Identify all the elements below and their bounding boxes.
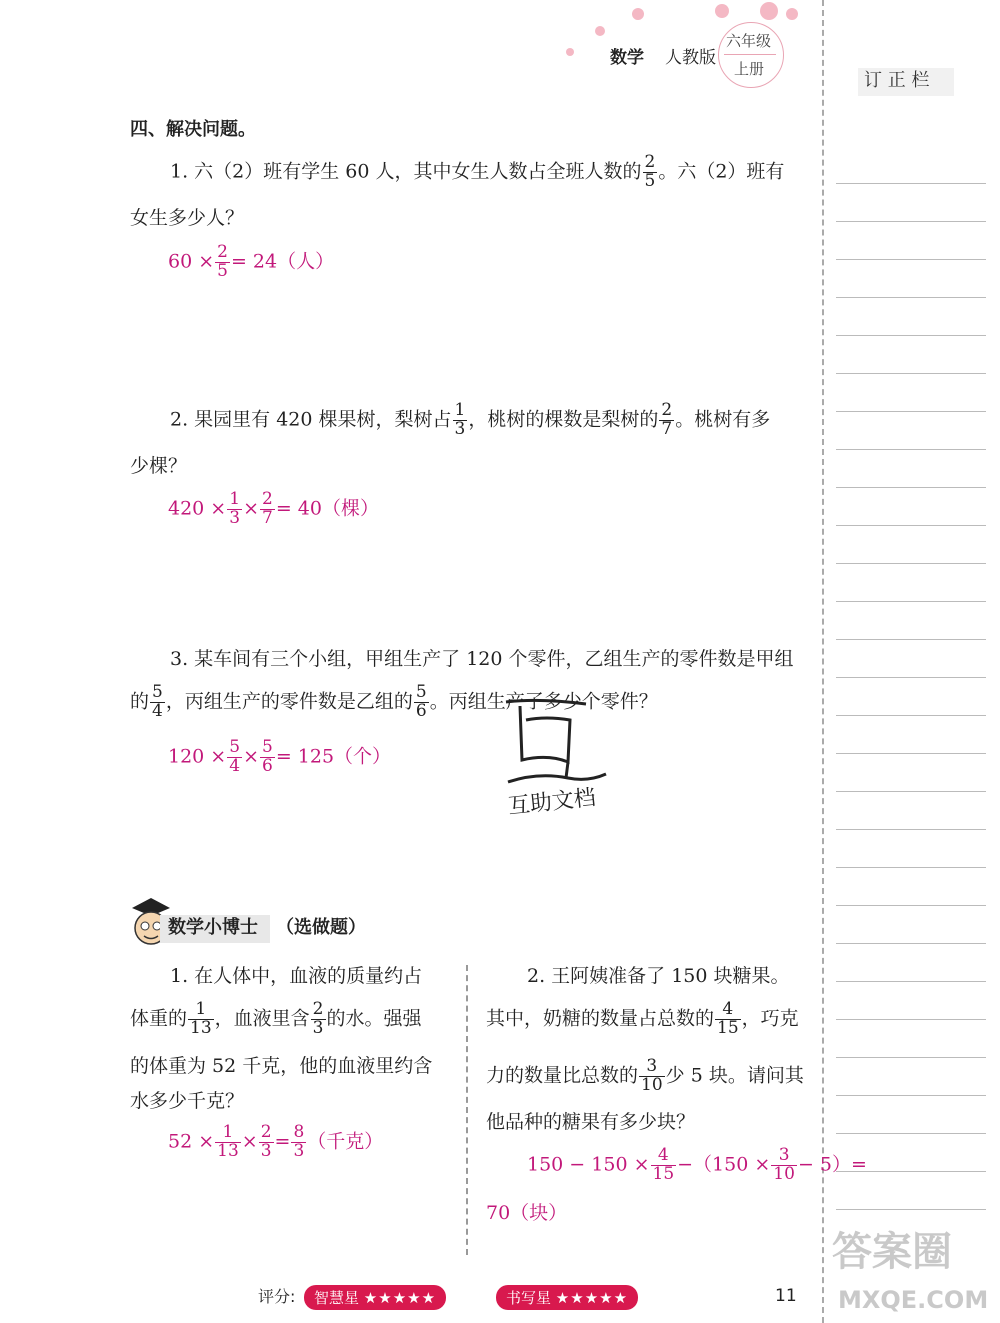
score-label: 评分: bbox=[258, 1287, 296, 1306]
problem-text: 。桃树有多 bbox=[675, 408, 771, 431]
margin-rule-line bbox=[836, 943, 986, 944]
bonus-left-line-1: 1. 在人体中，血液的质量约占 bbox=[170, 965, 423, 987]
fraction bbox=[311, 1001, 326, 1038]
site-url: MXQE.COM bbox=[838, 1286, 989, 1314]
margin-rule-line bbox=[836, 1133, 986, 1134]
site-logo: 答案圈 bbox=[832, 1229, 952, 1275]
bonus-left-line-3: 的体重为 52 千克，他的血液里约含 bbox=[130, 1055, 433, 1077]
problem-text: 的 bbox=[130, 690, 150, 713]
problem-text: 。丙组生产了多少个零件？ bbox=[429, 690, 658, 713]
numerator: 5 bbox=[152, 682, 163, 702]
section-title: 四、解决问题。 bbox=[130, 119, 256, 140]
bonus-right-answer bbox=[527, 1147, 867, 1184]
problem-2-line-2: 少棵？ bbox=[130, 455, 188, 477]
answer-text: −（150 × bbox=[677, 1153, 771, 1176]
margin-rule-line bbox=[836, 487, 986, 488]
numerator: 4 bbox=[715, 1001, 741, 1020]
answer-text: × bbox=[243, 497, 259, 520]
problem-text: 力的数量比总数的 bbox=[486, 1064, 639, 1087]
numerator: 4 bbox=[651, 1147, 677, 1166]
fraction bbox=[215, 1124, 241, 1161]
fraction bbox=[260, 739, 275, 776]
star-rating-icon: ★★★★★ bbox=[555, 1289, 629, 1307]
margin-rule-line bbox=[836, 1057, 986, 1058]
margin-rule-line bbox=[836, 829, 986, 830]
denominator: 7 bbox=[261, 507, 273, 528]
denominator: 3 bbox=[293, 1140, 305, 1161]
numerator: 1 bbox=[215, 1124, 241, 1143]
margin-rule-line bbox=[836, 981, 986, 982]
numerator: 1 bbox=[229, 489, 241, 509]
margin-rule-line bbox=[836, 335, 986, 336]
problem-text: ，巧克 bbox=[741, 1007, 799, 1030]
margin-rule-line bbox=[836, 183, 986, 184]
denominator: 3 bbox=[454, 418, 466, 439]
grade-divider bbox=[724, 54, 776, 55]
decor-dot bbox=[566, 48, 574, 56]
decor-dot bbox=[786, 8, 798, 20]
fraction bbox=[188, 1001, 214, 1038]
problem-text: 体重的 bbox=[130, 1007, 188, 1030]
margin-rule-line bbox=[836, 905, 986, 906]
decor-dot bbox=[595, 26, 605, 36]
problem-text: ，血液里含 bbox=[214, 1007, 310, 1030]
bonus-right-answer-line-2: 70（块） bbox=[486, 1202, 568, 1224]
margin-rule-line bbox=[836, 411, 986, 412]
answer-text: 120 × bbox=[168, 745, 227, 768]
watermark-text: 互助文档 bbox=[506, 785, 598, 820]
problem-1-line-2: 女生多少人？ bbox=[130, 207, 245, 229]
margin-rule-line bbox=[836, 677, 986, 678]
margin-rule-line bbox=[836, 1095, 986, 1096]
fraction bbox=[227, 739, 242, 776]
numerator: 2 bbox=[260, 1122, 272, 1142]
problem-3-answer bbox=[168, 739, 391, 776]
bonus-column-divider bbox=[466, 965, 468, 1255]
problem-text: ，丙组生产的零件数是乙组的 bbox=[165, 690, 413, 713]
numerator: 5 bbox=[261, 737, 273, 757]
denominator: 10 bbox=[773, 1163, 795, 1184]
problem-text: 2. 果园里有 420 棵果树，梨树占 bbox=[170, 408, 452, 431]
problem-text: 的水。强强 bbox=[326, 1007, 422, 1030]
bonus-right-line-4: 他品种的糖果有多少块？ bbox=[486, 1111, 696, 1133]
bonus-left-answer bbox=[168, 1124, 383, 1161]
numerator: 3 bbox=[771, 1147, 797, 1166]
denominator: 15 bbox=[652, 1163, 675, 1184]
numerator: 1 bbox=[188, 1001, 214, 1020]
fraction bbox=[453, 402, 468, 439]
decor-dot bbox=[760, 2, 778, 20]
header-edition: 人教版 bbox=[665, 48, 716, 68]
denominator: 4 bbox=[152, 700, 163, 721]
margin-rule-line bbox=[836, 1019, 986, 1020]
problem-2-line-1 bbox=[170, 402, 770, 439]
numerator: 2 bbox=[644, 152, 656, 172]
numerator: 1 bbox=[454, 400, 466, 420]
badge-label: 书写星 bbox=[506, 1289, 552, 1307]
problem-text: 少 5 块。请问其 bbox=[665, 1064, 804, 1087]
margin-rule-line bbox=[836, 1209, 986, 1210]
margin-rule-line bbox=[836, 867, 986, 868]
answer-text: 52 × bbox=[168, 1130, 215, 1153]
header-subject: 数学 bbox=[610, 48, 644, 68]
header-grade: 六年级 bbox=[726, 32, 772, 50]
fraction bbox=[771, 1147, 797, 1184]
margin-rule-line bbox=[836, 297, 986, 298]
bonus-right-line-2 bbox=[486, 1001, 799, 1038]
margin-rule-line bbox=[836, 715, 986, 716]
margin-rule-line bbox=[836, 525, 986, 526]
denominator: 4 bbox=[229, 755, 241, 776]
problem-2-answer bbox=[168, 491, 379, 528]
denominator: 5 bbox=[644, 170, 656, 191]
answer-text: × bbox=[241, 1130, 258, 1153]
fraction bbox=[639, 1058, 665, 1095]
numerator: 3 bbox=[639, 1058, 665, 1077]
bonus-subtitle: （选做题） bbox=[276, 917, 366, 938]
answer-text: = 40（棵） bbox=[275, 497, 379, 520]
margin-rule-line bbox=[836, 753, 986, 754]
fraction bbox=[260, 491, 275, 528]
numerator: 2 bbox=[261, 489, 273, 509]
bonus-right-line-1: 2. 王阿姨准备了 150 块糖果。 bbox=[527, 965, 790, 987]
answer-text: 150 − 150 × bbox=[527, 1153, 650, 1176]
margin-rule-line bbox=[836, 639, 986, 640]
denominator: 15 bbox=[717, 1017, 739, 1038]
margin-rule-line bbox=[836, 601, 986, 602]
numerator: 2 bbox=[312, 999, 324, 1019]
problem-1-answer bbox=[168, 244, 334, 281]
denominator: 5 bbox=[217, 260, 228, 281]
answer-text: = 24（人） bbox=[230, 250, 335, 273]
bonus-left-line-2 bbox=[130, 1001, 422, 1038]
denominator: 13 bbox=[217, 1140, 239, 1161]
answer-text: 420 × bbox=[168, 497, 227, 520]
denominator: 7 bbox=[661, 418, 673, 439]
margin-title: 订 正 栏 bbox=[864, 70, 930, 91]
answer-text: × bbox=[243, 745, 259, 768]
fraction bbox=[150, 684, 165, 721]
problem-text: 1. 六（2）班有学生 60 人，其中女生人数占全班人数的 bbox=[170, 160, 642, 183]
fraction bbox=[227, 491, 242, 528]
answer-text: （千克） bbox=[307, 1130, 384, 1153]
margin-rule-line bbox=[836, 373, 986, 374]
numerator: 2 bbox=[217, 242, 228, 262]
denominator: 10 bbox=[641, 1074, 663, 1095]
margin-rule-line bbox=[836, 221, 986, 222]
page-number: 11 bbox=[775, 1286, 797, 1306]
writing-star-badge bbox=[496, 1285, 638, 1310]
bonus-title: 数学小博士 bbox=[168, 917, 258, 938]
numerator: 8 bbox=[293, 1122, 305, 1142]
answer-text: = 125（个） bbox=[275, 745, 392, 768]
denominator: 13 bbox=[190, 1017, 212, 1038]
answer-text: = bbox=[274, 1130, 291, 1153]
decor-dot bbox=[715, 4, 729, 18]
denominator: 3 bbox=[229, 507, 241, 528]
margin-dashed-divider bbox=[822, 0, 824, 1323]
problem-text: 。六（2）班有 bbox=[658, 160, 785, 183]
fraction bbox=[715, 1001, 741, 1038]
answer-text: − 5）= bbox=[797, 1153, 867, 1176]
problem-1-line-1 bbox=[170, 154, 784, 191]
margin-rule-line bbox=[836, 791, 986, 792]
numerator: 5 bbox=[229, 737, 241, 757]
wisdom-star-badge bbox=[304, 1285, 446, 1310]
denominator: 3 bbox=[312, 1017, 324, 1038]
fraction bbox=[414, 684, 429, 721]
star-rating-icon: ★★★★★ bbox=[363, 1289, 437, 1307]
fraction bbox=[651, 1147, 677, 1184]
bonus-left-line-4: 水多少千克？ bbox=[130, 1090, 245, 1112]
denominator: 3 bbox=[260, 1140, 272, 1161]
margin-rule-line bbox=[836, 259, 986, 260]
bonus-right-line-3 bbox=[486, 1058, 804, 1095]
problem-text: 其中，奶糖的数量占总数的 bbox=[486, 1007, 715, 1030]
fraction bbox=[259, 1124, 274, 1161]
problem-3-line-1: 3. 某车间有三个小组，甲组生产了 120 个零件，乙组生产的零件数是甲组 bbox=[170, 648, 794, 670]
badge-label: 智慧星 bbox=[314, 1289, 360, 1307]
margin-rule-line bbox=[836, 449, 986, 450]
header-volume: 上册 bbox=[734, 60, 765, 78]
fraction bbox=[291, 1124, 306, 1161]
fraction bbox=[659, 402, 674, 439]
fraction bbox=[215, 244, 230, 281]
fraction bbox=[643, 154, 658, 191]
denominator: 6 bbox=[261, 755, 273, 776]
decor-dot bbox=[632, 8, 644, 20]
answer-text: 60 × bbox=[168, 250, 215, 273]
numerator: 5 bbox=[415, 682, 427, 702]
margin-rule-line bbox=[836, 563, 986, 564]
denominator: 6 bbox=[415, 700, 427, 721]
problem-text: ，桃树的棵数是梨树的 bbox=[468, 408, 659, 431]
numerator: 2 bbox=[661, 400, 673, 420]
